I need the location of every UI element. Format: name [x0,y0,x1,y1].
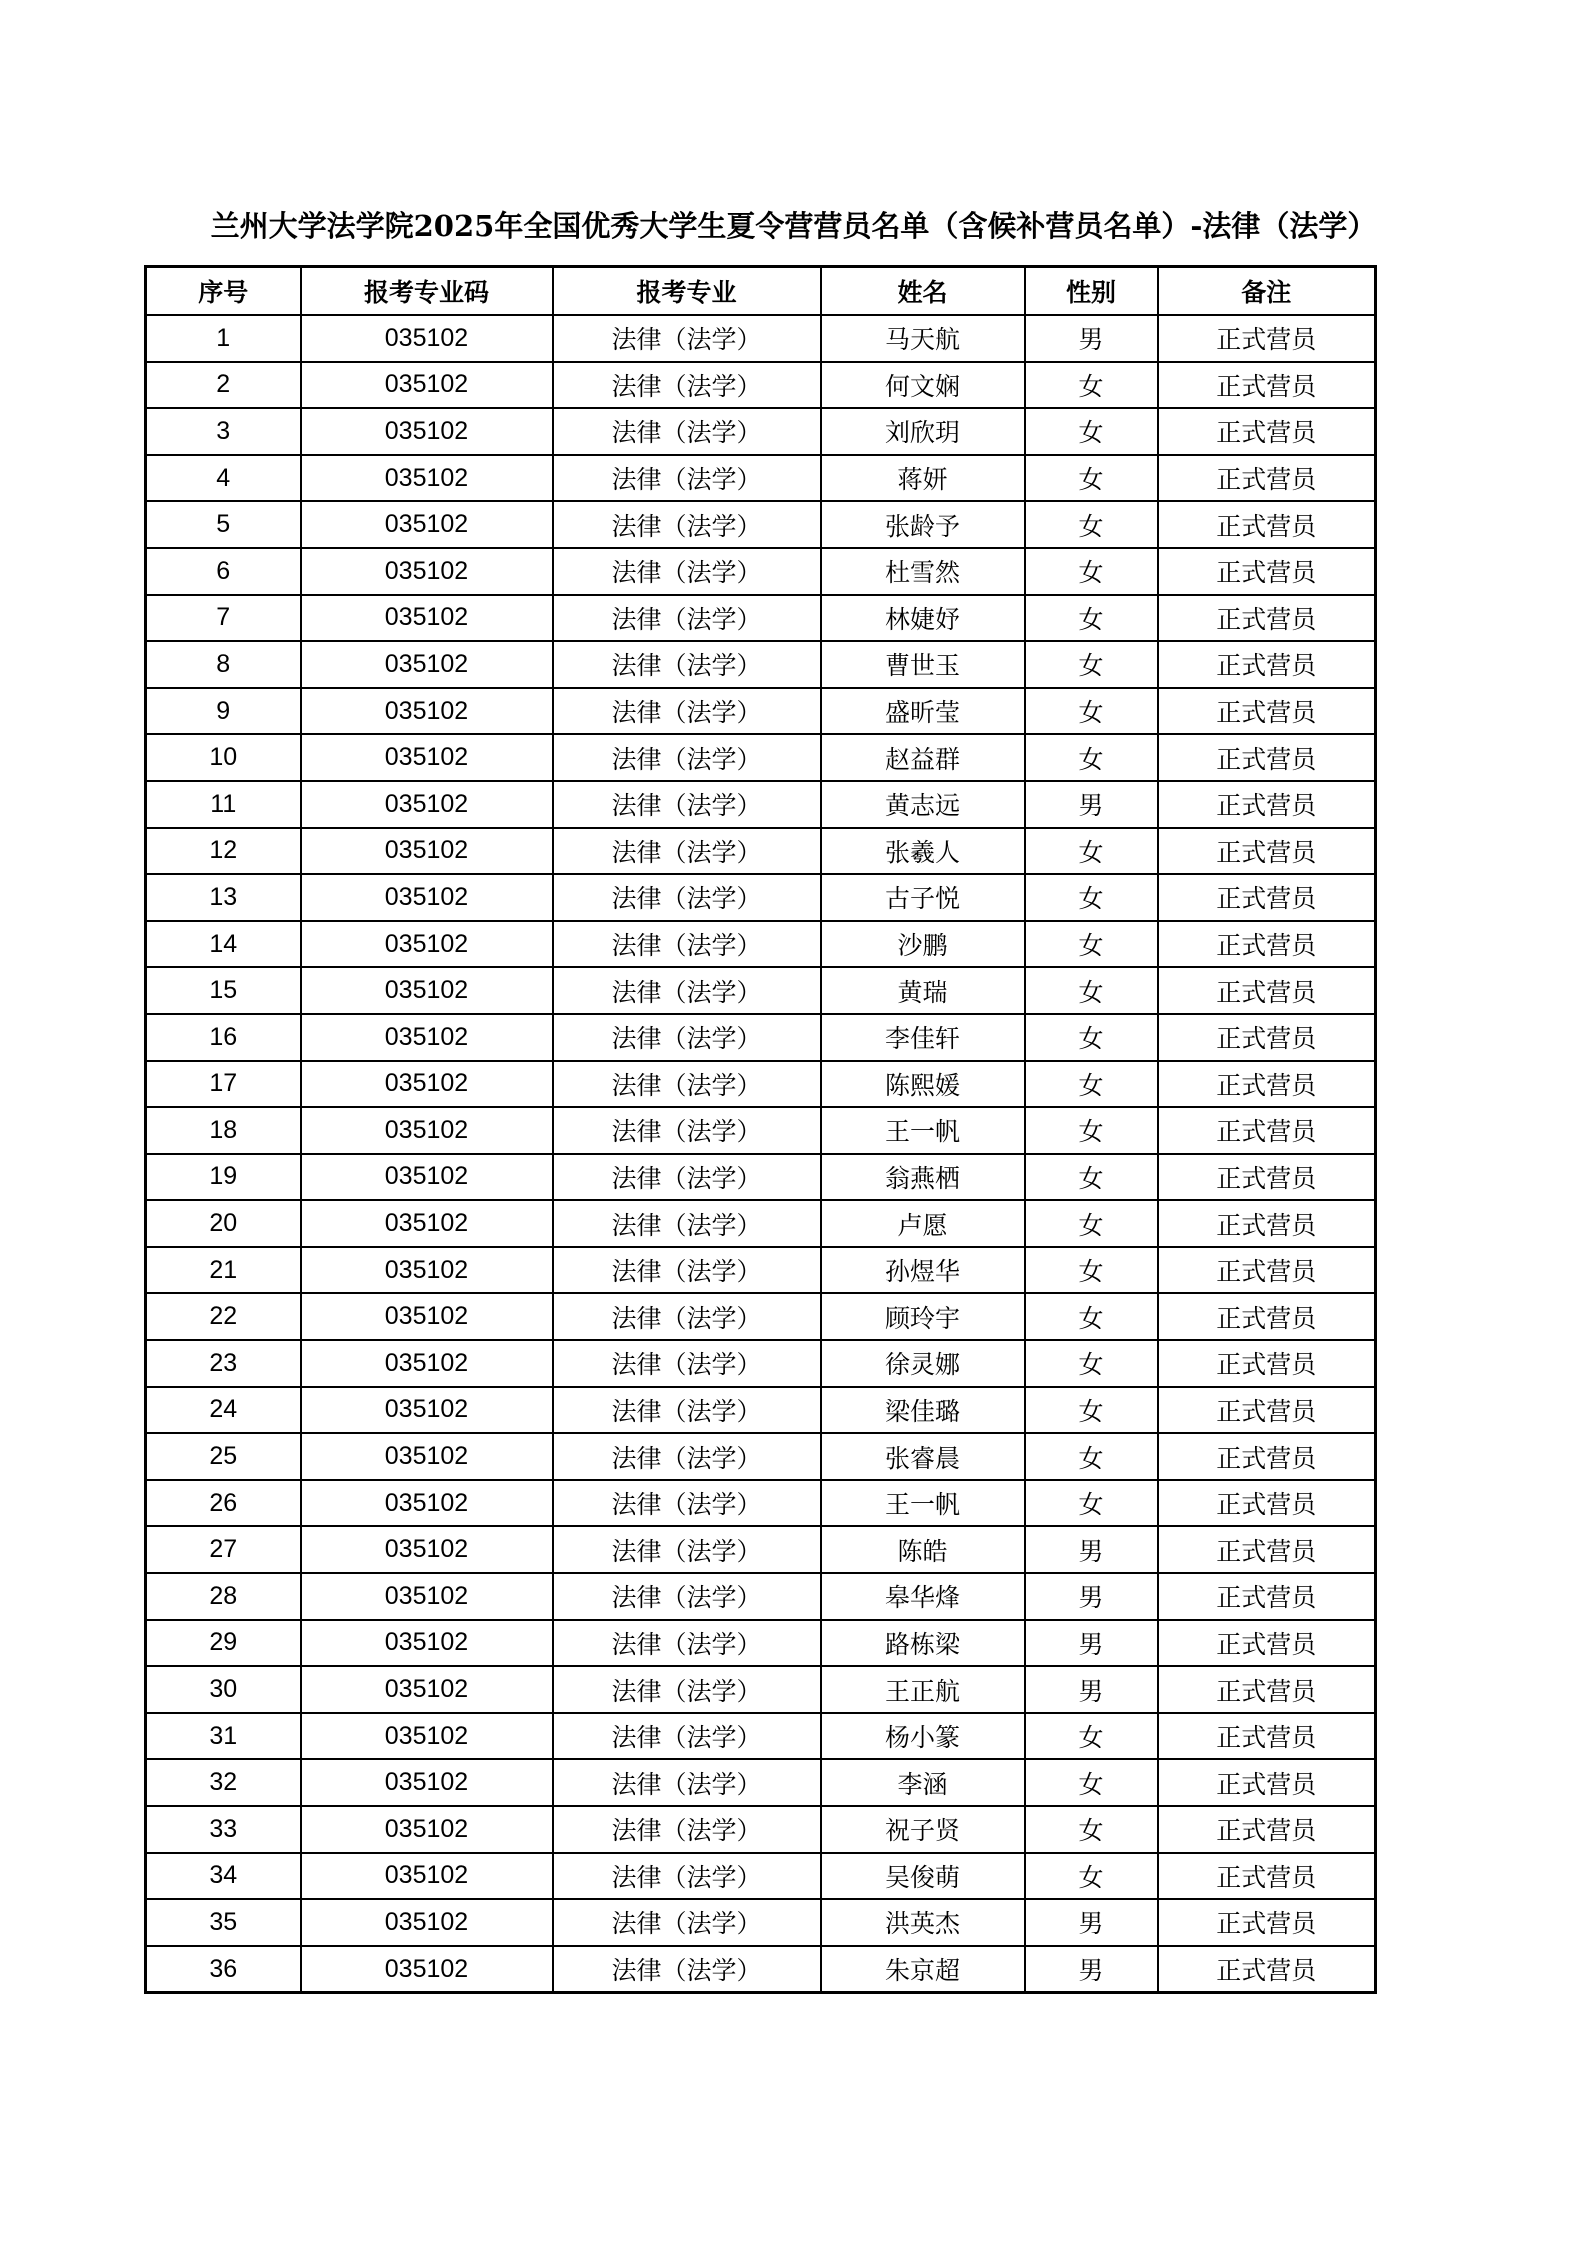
table-row [146,1853,1376,1900]
cell-remark: 正式营员 [1158,828,1376,875]
cell-remark: 正式营员 [1158,1946,1376,1993]
cell-major: 法律（法学） [553,408,821,455]
cell-name: 王正航 [821,1666,1025,1713]
cell-name: 李佳轩 [821,1014,1025,1061]
cell-index: 5 [146,501,301,548]
cell-index: 21 [146,1247,301,1294]
cell-major-code: 035102 [301,1759,553,1806]
column-header-major: 报考专业 [553,267,821,316]
cell-major: 法律（法学） [553,1620,821,1667]
cell-index: 16 [146,1014,301,1061]
table-row [146,362,1376,409]
cell-remark: 正式营员 [1158,1014,1376,1061]
cell-remark: 正式营员 [1158,1107,1376,1154]
cell-remark: 正式营员 [1158,362,1376,409]
cell-remark: 正式营员 [1158,1853,1376,1900]
cell-gender: 女 [1025,1154,1158,1201]
cell-remark: 正式营员 [1158,967,1376,1014]
cell-gender: 男 [1025,1666,1158,1713]
cell-remark: 正式营员 [1158,874,1376,921]
cell-major: 法律（法学） [553,734,821,781]
cell-major: 法律（法学） [553,967,821,1014]
cell-gender: 女 [1025,595,1158,642]
cell-gender: 女 [1025,362,1158,409]
cell-index: 28 [146,1573,301,1620]
table-row [146,781,1376,828]
header-row [146,267,1376,316]
column-header-gender: 性别 [1025,267,1158,316]
cell-index: 3 [146,408,301,455]
cell-gender: 女 [1025,688,1158,735]
cell-index: 29 [146,1620,301,1667]
cell-major-code: 035102 [301,408,553,455]
cell-index: 4 [146,455,301,502]
cell-gender: 女 [1025,1387,1158,1434]
cell-major-code: 035102 [301,1247,553,1294]
cell-major-code: 035102 [301,1107,553,1154]
cell-name: 翁燕栖 [821,1154,1025,1201]
cell-major: 法律（法学） [553,1573,821,1620]
cell-gender: 男 [1025,781,1158,828]
roster-body [146,315,1376,1993]
cell-major-code: 035102 [301,1340,553,1387]
table-row [146,921,1376,968]
cell-remark: 正式营员 [1158,688,1376,735]
cell-index: 32 [146,1759,301,1806]
cell-gender: 女 [1025,1014,1158,1061]
cell-major: 法律（法学） [553,1247,821,1294]
cell-index: 23 [146,1340,301,1387]
cell-major-code: 035102 [301,828,553,875]
cell-remark: 正式营员 [1158,1526,1376,1573]
cell-major-code: 035102 [301,967,553,1014]
cell-major: 法律（法学） [553,1154,821,1201]
cell-gender: 女 [1025,1853,1158,1900]
cell-gender: 女 [1025,455,1158,502]
cell-major-code: 035102 [301,362,553,409]
cell-major-code: 035102 [301,1480,553,1527]
cell-major-code: 035102 [301,1200,553,1247]
cell-remark: 正式营员 [1158,501,1376,548]
cell-major: 法律（法学） [553,874,821,921]
table-row [146,1620,1376,1667]
cell-name: 盛昕莹 [821,688,1025,735]
column-header-index: 序号 [146,267,301,316]
cell-gender: 男 [1025,1526,1158,1573]
cell-remark: 正式营员 [1158,548,1376,595]
cell-remark: 正式营员 [1158,1387,1376,1434]
cell-major-code: 035102 [301,1899,553,1946]
cell-index: 11 [146,781,301,828]
cell-major: 法律（法学） [553,781,821,828]
table-row [146,874,1376,921]
cell-major-code: 035102 [301,1853,553,1900]
table-row [146,315,1376,362]
cell-major: 法律（法学） [553,455,821,502]
cell-gender: 女 [1025,501,1158,548]
cell-major-code: 035102 [301,921,553,968]
cell-remark: 正式营员 [1158,1759,1376,1806]
cell-name: 王一帆 [821,1480,1025,1527]
cell-index: 6 [146,548,301,595]
cell-remark: 正式营员 [1158,408,1376,455]
cell-gender: 女 [1025,921,1158,968]
cell-major-code: 035102 [301,1713,553,1760]
table-row [146,734,1376,781]
cell-major: 法律（法学） [553,688,821,735]
cell-major: 法律（法学） [553,1200,821,1247]
table-row [146,1154,1376,1201]
cell-index: 26 [146,1480,301,1527]
cell-index: 18 [146,1107,301,1154]
cell-index: 12 [146,828,301,875]
cell-major: 法律（法学） [553,1340,821,1387]
column-header-major-code: 报考专业码 [301,267,553,316]
cell-name: 何文娴 [821,362,1025,409]
table-row [146,641,1376,688]
cell-name: 顾玲宇 [821,1293,1025,1340]
cell-remark: 正式营员 [1158,315,1376,362]
cell-index: 27 [146,1526,301,1573]
cell-major: 法律（法学） [553,1899,821,1946]
cell-name: 卢愿 [821,1200,1025,1247]
cell-major-code: 035102 [301,1061,553,1108]
cell-index: 15 [146,967,301,1014]
cell-remark: 正式营员 [1158,1340,1376,1387]
cell-major: 法律（法学） [553,1061,821,1108]
cell-major: 法律（法学） [553,1433,821,1480]
cell-remark: 正式营员 [1158,1480,1376,1527]
cell-major-code: 035102 [301,1806,553,1853]
cell-index: 36 [146,1946,301,1993]
cell-remark: 正式营员 [1158,1573,1376,1620]
cell-major: 法律（法学） [553,921,821,968]
cell-name: 张龄予 [821,501,1025,548]
table-row [146,1107,1376,1154]
table-row [146,1806,1376,1853]
table-row [146,688,1376,735]
cell-index: 22 [146,1293,301,1340]
cell-remark: 正式营员 [1158,734,1376,781]
cell-gender: 女 [1025,1806,1158,1853]
cell-gender: 女 [1025,828,1158,875]
cell-major-code: 035102 [301,641,553,688]
table-row [146,1526,1376,1573]
cell-name: 陈熙媛 [821,1061,1025,1108]
cell-name: 陈皓 [821,1526,1025,1573]
cell-major: 法律（法学） [553,1293,821,1340]
cell-index: 7 [146,595,301,642]
cell-major: 法律（法学） [553,1526,821,1573]
cell-name: 吴俊萌 [821,1853,1025,1900]
cell-index: 9 [146,688,301,735]
cell-remark: 正式营员 [1158,1200,1376,1247]
cell-name: 刘欣玥 [821,408,1025,455]
cell-name: 徐灵娜 [821,1340,1025,1387]
table-row [146,1899,1376,1946]
cell-major-code: 035102 [301,315,553,362]
cell-index: 13 [146,874,301,921]
cell-major: 法律（法学） [553,548,821,595]
cell-major-code: 035102 [301,1154,553,1201]
page-title: 兰州大学法学院2025年全国优秀大学生夏令营营员名单（含候补营员名单）-法律（法学） [210,209,1377,243]
cell-name: 张羲人 [821,828,1025,875]
cell-index: 24 [146,1387,301,1434]
table-row [146,1713,1376,1760]
cell-major: 法律（法学） [553,1666,821,1713]
cell-index: 35 [146,1899,301,1946]
table-row [146,595,1376,642]
cell-remark: 正式营员 [1158,1620,1376,1667]
cell-gender: 女 [1025,1293,1158,1340]
table-row [146,1247,1376,1294]
cell-major-code: 035102 [301,595,553,642]
cell-gender: 女 [1025,1200,1158,1247]
table-row [146,1061,1376,1108]
cell-remark: 正式营员 [1158,921,1376,968]
cell-index: 34 [146,1853,301,1900]
cell-gender: 男 [1025,1620,1158,1667]
cell-index: 10 [146,734,301,781]
cell-gender: 男 [1025,1573,1158,1620]
table-row [146,501,1376,548]
cell-name: 王一帆 [821,1107,1025,1154]
cell-index: 31 [146,1713,301,1760]
cell-name: 林婕妤 [821,595,1025,642]
cell-major: 法律（法学） [553,828,821,875]
table-row [146,1573,1376,1620]
table-row [146,1387,1376,1434]
cell-index: 17 [146,1061,301,1108]
cell-index: 19 [146,1154,301,1201]
cell-gender: 女 [1025,874,1158,921]
table-row [146,1946,1376,1993]
cell-remark: 正式营员 [1158,1899,1376,1946]
cell-major: 法律（法学） [553,1014,821,1061]
cell-gender: 女 [1025,1433,1158,1480]
cell-index: 30 [146,1666,301,1713]
table-row [146,1666,1376,1713]
cell-gender: 女 [1025,1107,1158,1154]
cell-major: 法律（法学） [553,595,821,642]
cell-name: 古子悦 [821,874,1025,921]
cell-major-code: 035102 [301,688,553,735]
cell-name: 张睿晨 [821,1433,1025,1480]
cell-name: 马天航 [821,315,1025,362]
cell-gender: 女 [1025,1340,1158,1387]
cell-name: 李涵 [821,1759,1025,1806]
cell-name: 曹世玉 [821,641,1025,688]
cell-major-code: 035102 [301,1620,553,1667]
cell-major-code: 035102 [301,1014,553,1061]
cell-name: 沙鹏 [821,921,1025,968]
cell-name: 孙煜华 [821,1247,1025,1294]
cell-major-code: 035102 [301,501,553,548]
cell-major-code: 035102 [301,548,553,595]
cell-gender: 女 [1025,1480,1158,1527]
cell-index: 14 [146,921,301,968]
cell-major-code: 035102 [301,734,553,781]
cell-major: 法律（法学） [553,641,821,688]
table-row [146,1200,1376,1247]
cell-major: 法律（法学） [553,1759,821,1806]
cell-major: 法律（法学） [553,501,821,548]
cell-remark: 正式营员 [1158,455,1376,502]
cell-major: 法律（法学） [553,362,821,409]
cell-remark: 正式营员 [1158,1433,1376,1480]
cell-major-code: 035102 [301,1666,553,1713]
cell-index: 33 [146,1806,301,1853]
cell-major-code: 035102 [301,455,553,502]
cell-gender: 女 [1025,641,1158,688]
cell-remark: 正式营员 [1158,1247,1376,1294]
cell-gender: 男 [1025,1899,1158,1946]
cell-index: 2 [146,362,301,409]
cell-index: 25 [146,1433,301,1480]
cell-name: 赵益群 [821,734,1025,781]
cell-gender: 女 [1025,408,1158,455]
cell-name: 杜雪然 [821,548,1025,595]
cell-name: 皋华烽 [821,1573,1025,1620]
table-row [146,967,1376,1014]
cell-major-code: 035102 [301,1433,553,1480]
cell-remark: 正式营员 [1158,1713,1376,1760]
cell-gender: 女 [1025,548,1158,595]
cell-remark: 正式营员 [1158,1806,1376,1853]
cell-name: 洪英杰 [821,1899,1025,1946]
table-row [146,548,1376,595]
cell-index: 8 [146,641,301,688]
cell-gender: 男 [1025,1946,1158,1993]
cell-name: 祝子贤 [821,1806,1025,1853]
cell-major: 法律（法学） [553,1387,821,1434]
cell-major: 法律（法学） [553,1853,821,1900]
table-row [146,1293,1376,1340]
cell-name: 杨小篆 [821,1713,1025,1760]
cell-remark: 正式营员 [1158,781,1376,828]
cell-gender: 女 [1025,967,1158,1014]
cell-remark: 正式营员 [1158,595,1376,642]
table-row [146,1480,1376,1527]
cell-name: 梁佳璐 [821,1387,1025,1434]
table-row [146,828,1376,875]
cell-major-code: 035102 [301,1526,553,1573]
cell-remark: 正式营员 [1158,641,1376,688]
cell-remark: 正式营员 [1158,1154,1376,1201]
cell-major: 法律（法学） [553,1107,821,1154]
column-header-name: 姓名 [821,267,1025,316]
table-row [146,408,1376,455]
cell-remark: 正式营员 [1158,1293,1376,1340]
cell-gender: 男 [1025,315,1158,362]
cell-gender: 女 [1025,1713,1158,1760]
cell-major: 法律（法学） [553,315,821,362]
cell-name: 蒋妍 [821,455,1025,502]
roster-table [144,265,1377,1994]
cell-gender: 女 [1025,1759,1158,1806]
cell-major-code: 035102 [301,1293,553,1340]
cell-index: 1 [146,315,301,362]
cell-major-code: 035102 [301,1573,553,1620]
table-row [146,1433,1376,1480]
cell-major-code: 035102 [301,874,553,921]
cell-gender: 女 [1025,1247,1158,1294]
cell-name: 黄志远 [821,781,1025,828]
table-row [146,1014,1376,1061]
cell-gender: 女 [1025,1061,1158,1108]
cell-major-code: 035102 [301,781,553,828]
table-row [146,455,1376,502]
cell-major: 法律（法学） [553,1480,821,1527]
cell-major: 法律（法学） [553,1946,821,1993]
cell-index: 20 [146,1200,301,1247]
cell-major: 法律（法学） [553,1806,821,1853]
cell-remark: 正式营员 [1158,1061,1376,1108]
cell-name: 黄瑞 [821,967,1025,1014]
table-row [146,1759,1376,1806]
cell-name: 路栋梁 [821,1620,1025,1667]
cell-remark: 正式营员 [1158,1666,1376,1713]
cell-major: 法律（法学） [553,1713,821,1760]
cell-gender: 女 [1025,734,1158,781]
cell-major-code: 035102 [301,1387,553,1434]
cell-name: 朱京超 [821,1946,1025,1993]
cell-major-code: 035102 [301,1946,553,1993]
table-row [146,1340,1376,1387]
column-header-remark: 备注 [1158,267,1376,316]
